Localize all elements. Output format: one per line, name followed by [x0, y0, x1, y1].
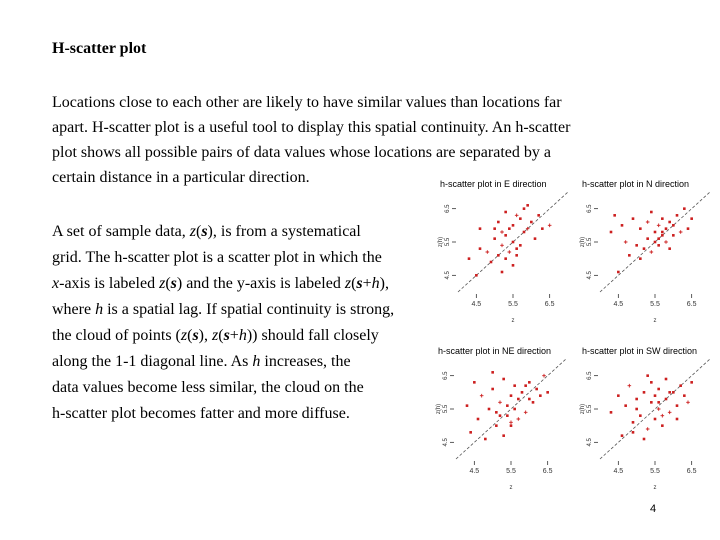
data-point: [657, 407, 661, 411]
data-point: [613, 214, 616, 217]
y-tick-label: 5.5: [587, 404, 593, 414]
data-point: [498, 401, 502, 405]
diagonal-reference-line: [600, 359, 710, 459]
data-point: [661, 231, 664, 234]
data-point: [646, 427, 650, 431]
data-point: [479, 227, 482, 230]
data-point: [479, 247, 482, 250]
data-point: [668, 391, 671, 394]
data-point: [469, 431, 472, 434]
data-point: [639, 414, 642, 417]
data-point: [624, 404, 627, 407]
data-point: [686, 401, 690, 405]
data-point: [654, 241, 657, 244]
y-tick-label: 5.5: [587, 237, 593, 247]
data-point: [657, 237, 660, 240]
data-point: [510, 394, 513, 397]
data-point: [500, 244, 504, 248]
data-point: [521, 391, 524, 394]
data-point: [628, 254, 631, 257]
explanation-line: A set of sample data, z(s), is from a systematical: [52, 223, 361, 240]
data-point: [628, 384, 632, 388]
data-point: [661, 414, 665, 418]
data-point: [513, 384, 516, 387]
data-point: [668, 247, 671, 250]
explanation-line: the cloud of points (z(s), z(s+h)) should fall closely: [52, 327, 379, 344]
data-point: [537, 214, 540, 217]
data-point: [635, 244, 638, 247]
explanation-line: x-axis is labeled z(s) and the y-axis is labeled z(s+h),: [52, 275, 389, 292]
x-tick-label: 5.5: [650, 301, 660, 308]
data-point: [500, 230, 504, 234]
data-point: [535, 388, 538, 391]
plot-title: h-scatter plot in E direction: [440, 179, 547, 189]
x-axis-label: z: [511, 318, 515, 324]
data-point: [512, 264, 515, 267]
data-point: [676, 418, 679, 421]
data-point: [528, 398, 531, 401]
x-tick-label: 6.5: [686, 468, 697, 475]
y-tick-label: 4.5: [445, 271, 451, 280]
data-point: [690, 217, 693, 220]
data-point: [610, 411, 613, 414]
y-tick-label: 4.5: [587, 438, 593, 447]
data-point: [508, 227, 511, 230]
intro-line: apart. H-scatter plot is a useful tool to display this spatial continuity. An h-scatter: [52, 119, 571, 136]
data-point: [517, 417, 521, 421]
data-point: [643, 391, 646, 394]
y-tick-label: 5.5: [445, 237, 451, 247]
data-point: [635, 408, 638, 411]
data-point: [541, 227, 544, 230]
data-point: [523, 231, 526, 234]
data-point: [484, 438, 487, 441]
intro-line: Locations close to each other are likely to have similar values than locations far: [52, 94, 562, 111]
data-point: [506, 414, 509, 417]
data-point: [646, 220, 650, 224]
explanation-line: along the 1-1 diagonal line. As h increases, the: [52, 353, 351, 370]
data-point: [664, 240, 668, 244]
data-point: [683, 207, 686, 210]
data-point: [539, 394, 542, 397]
data-point: [499, 414, 502, 417]
data-point: [683, 394, 686, 397]
data-point: [497, 254, 500, 257]
data-point: [491, 388, 494, 391]
page-number: 4: [650, 503, 657, 515]
x-tick-label: 4.5: [469, 468, 480, 475]
explanation-line: grid. The h-scatter plot is a scatter plot in which the: [52, 249, 382, 266]
y-tick-label: 5.5: [443, 404, 449, 414]
explanation-line: h-scatter plot becomes fatter and more diffuse.: [52, 405, 350, 422]
data-point: [508, 250, 512, 254]
y-tick-label: 6.5: [445, 204, 451, 213]
data-point: [488, 408, 491, 411]
data-point: [534, 237, 537, 240]
scatter-plot-svg: [436, 343, 571, 491]
data-point: [486, 250, 490, 254]
data-point: [468, 257, 471, 260]
data-point: [519, 217, 522, 220]
data-point: [679, 230, 683, 234]
data-point: [654, 394, 657, 397]
data-point: [672, 234, 675, 237]
data-point: [661, 217, 664, 220]
data-point: [466, 404, 469, 407]
data-point: [610, 231, 613, 234]
data-point: [491, 371, 494, 374]
data-point: [480, 394, 484, 398]
data-point: [497, 221, 500, 224]
plot-n-direction: [580, 176, 715, 324]
plot-title: h-scatter plot in N direction: [582, 179, 690, 189]
data-point: [621, 224, 624, 227]
data-point: [502, 434, 505, 437]
data-point: [665, 227, 668, 230]
data-point: [654, 418, 657, 421]
y-axis-label: z(h): [438, 236, 444, 248]
y-tick-label: 4.5: [587, 271, 593, 280]
data-point: [532, 401, 535, 404]
data-point: [493, 237, 496, 240]
data-point: [528, 381, 531, 384]
data-point: [509, 421, 513, 425]
data-point: [526, 204, 529, 207]
data-point: [654, 231, 657, 234]
intro-line: plot shows all possible pairs of data values whose locations are separated by a: [52, 144, 551, 161]
diagonal-reference-line: [456, 359, 566, 459]
slide-title: H-scatter plot: [52, 40, 147, 57]
data-point: [524, 384, 527, 387]
x-tick-label: 6.5: [542, 468, 553, 475]
scatter-plot-svg: [580, 176, 715, 324]
y-tick-label: 4.5: [443, 438, 449, 447]
data-point: [510, 424, 513, 427]
data-point: [665, 378, 668, 381]
data-point: [672, 391, 675, 394]
data-point: [687, 227, 690, 230]
data-point: [504, 211, 507, 214]
data-point: [650, 381, 653, 384]
data-point: [523, 207, 526, 210]
y-axis-label: z(h): [580, 236, 586, 248]
x-tick-label: 6.5: [544, 301, 555, 308]
data-point: [548, 224, 552, 228]
data-point: [632, 217, 635, 220]
y-tick-label: 6.5: [587, 204, 593, 213]
data-point: [512, 224, 515, 227]
intro-line: certain distance in a particular direction.: [52, 169, 310, 186]
data-point: [632, 431, 635, 434]
data-point: [475, 274, 478, 277]
data-point: [513, 408, 516, 411]
data-point: [690, 381, 693, 384]
plot-ne-direction: [436, 343, 571, 491]
data-point: [502, 378, 505, 381]
data-point: [493, 227, 496, 230]
data-point: [501, 271, 504, 274]
x-tick-label: 4.5: [471, 301, 482, 308]
data-point: [657, 244, 660, 247]
y-axis-label: z(h): [580, 403, 586, 415]
data-point: [617, 394, 620, 397]
data-point: [495, 424, 498, 427]
scatter-plot-svg: [580, 343, 715, 491]
data-point: [515, 214, 519, 218]
data-point: [515, 247, 518, 250]
data-point: [515, 254, 518, 257]
data-point: [650, 211, 653, 214]
x-tick-label: 5.5: [506, 468, 516, 475]
data-point: [639, 227, 642, 230]
data-point: [524, 411, 528, 415]
data-point: [643, 438, 646, 441]
data-point: [504, 257, 507, 260]
data-point: [672, 224, 675, 227]
data-point: [477, 418, 480, 421]
data-point: [661, 234, 664, 237]
data-point: [542, 374, 546, 378]
data-point: [650, 250, 654, 254]
plot-title: h-scatter plot in NE direction: [438, 346, 552, 356]
data-point: [657, 401, 660, 404]
data-point: [661, 424, 664, 427]
y-axis-label: z(h): [436, 403, 442, 415]
data-point: [617, 271, 620, 274]
y-tick-label: 6.5: [443, 371, 449, 380]
data-point: [665, 398, 668, 401]
x-axis-label: z: [653, 318, 657, 324]
data-point: [506, 404, 509, 407]
x-axis-label: z: [509, 485, 513, 491]
data-point: [657, 388, 660, 391]
data-point: [679, 384, 682, 387]
data-point: [632, 421, 635, 424]
plot-title: h-scatter plot in SW direction: [582, 346, 698, 356]
data-point: [495, 411, 498, 414]
data-point: [473, 381, 476, 384]
plot-e-direction: [438, 176, 573, 324]
data-point: [519, 244, 522, 247]
plot-sw-direction: [580, 343, 715, 491]
data-point: [639, 257, 642, 260]
data-point: [676, 214, 679, 217]
x-tick-label: 5.5: [650, 468, 660, 475]
explanation-line: where h is a spatial lag. If spatial continuity is strong,: [52, 301, 395, 318]
x-tick-label: 6.5: [686, 301, 697, 308]
data-point: [643, 247, 646, 250]
data-point: [546, 391, 549, 394]
data-point: [490, 261, 493, 264]
y-tick-label: 6.5: [587, 371, 593, 380]
data-point: [635, 398, 638, 401]
data-point: [646, 237, 649, 240]
explanation-line: data values become less similar, the cloud on the: [52, 379, 364, 396]
data-point: [676, 404, 679, 407]
data-point: [657, 224, 661, 228]
data-point: [668, 221, 671, 224]
intro-paragraph: [52, 90, 652, 190]
data-point: [668, 411, 672, 415]
data-point: [646, 374, 649, 377]
x-tick-label: 4.5: [613, 468, 624, 475]
data-point: [530, 221, 533, 224]
x-tick-label: 5.5: [508, 301, 518, 308]
x-axis-label: z: [653, 485, 657, 491]
data-point: [512, 241, 515, 244]
data-point: [517, 398, 520, 401]
data-point: [650, 401, 653, 404]
data-point: [624, 240, 628, 244]
scatter-plot-svg: [438, 176, 573, 324]
data-point: [621, 434, 624, 437]
data-point: [504, 234, 507, 237]
explanation-paragraph: [52, 219, 437, 427]
x-tick-label: 4.5: [613, 301, 624, 308]
